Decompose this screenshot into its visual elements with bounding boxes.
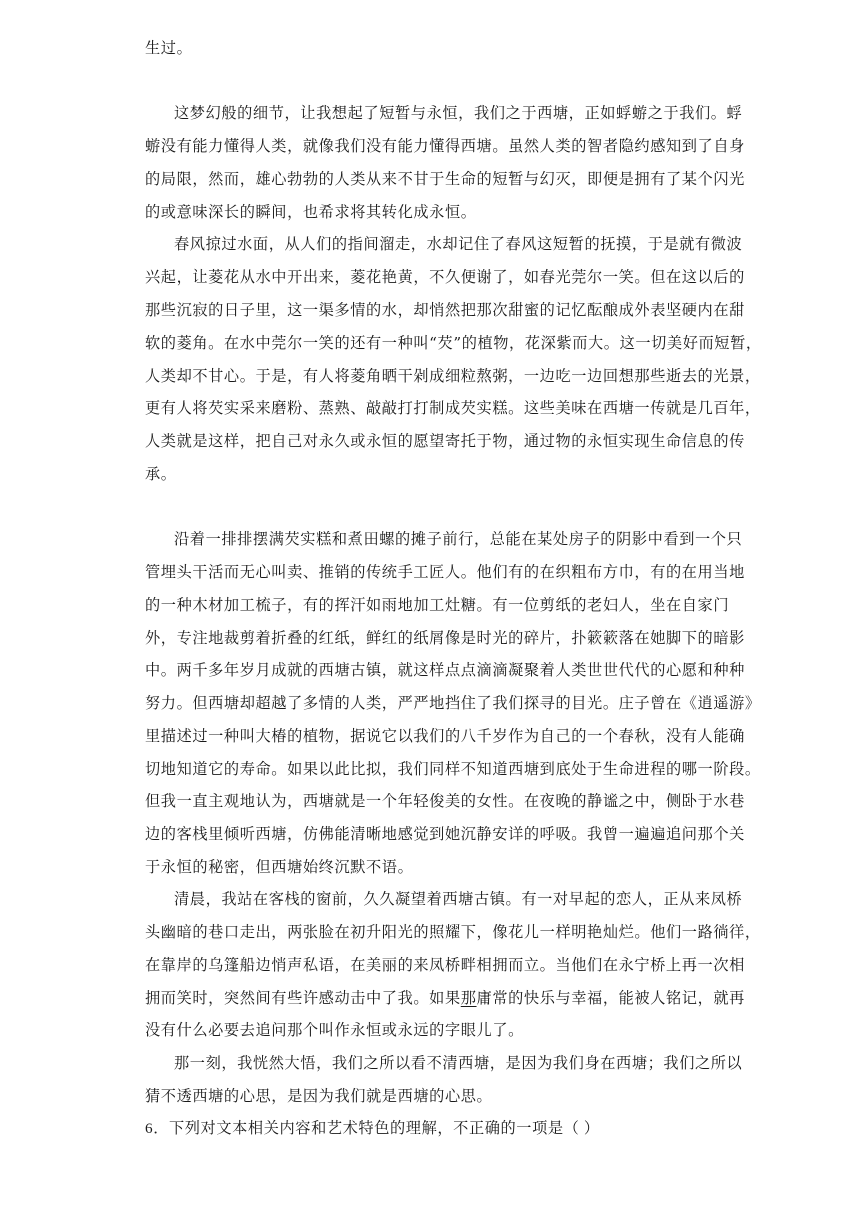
text-line: 努力。但西塘却超越了多情的人类，严严地挡住了我们探寻的目光。庄子曾在《逍遥游》	[145, 694, 761, 712]
text-line: 沿着一排排摆满芡实糕和煮田螺的摊子前行，总能在某处房子的阴影中看到一个只	[174, 530, 743, 548]
text-line: 清晨，我站在客栈的窗前，久久凝望着西塘古镇。有一对早起的恋人，正从来凤桥	[174, 890, 743, 908]
text-line: 人类却不甘心。于是，有人将菱角晒干剁成细粒熬粥，一边吃一边回想那些逝去的光景，	[145, 367, 761, 385]
text-line: 人类就是这样，把自己对永久或永恒的愿望寄托于物，通过物的永恒实现生命信息的传	[145, 432, 745, 450]
text-line: 头幽暗的巷口走出，两张脸在初升阳光的照耀下，像花儿一样明艳灿烂。他们一路徜徉，	[145, 923, 761, 941]
text-line: 生过。	[145, 39, 193, 57]
text-line: 软的菱角。在水中莞尔一笑的还有一种叫“芡”的植物，花深紫而大。这一切美好而短暂，	[145, 334, 762, 352]
text-line: 更有人将芡实采来磨粉、蒸熟、敲敲打打制成芡实糕。这些美味在西塘一传就是几百年，	[145, 399, 761, 417]
underlined-word: 那	[460, 989, 477, 1007]
text-line: 外，专注地裁剪着折叠的红纸，鲜红的纸屑像是时光的碎片，扑簌簌落在她脚下的暗影	[145, 629, 745, 647]
text-line: 的或意味深长的瞬间，也希求将其转化成永恒。	[145, 203, 477, 221]
text-line: 边的客栈里倾听西塘，仿佛能清晰地感觉到她沉静安详的呼吸。我曾一遍遍追问那个关	[145, 825, 745, 843]
text-segment: 庸常的快乐与幸福，能被人铭记，就再	[476, 989, 745, 1007]
text-line: 但我一直主观地认为，西塘就是一个年轻俊美的女性。在夜晚的静谧之中，侧卧于水巷	[145, 792, 745, 810]
text-line: 这梦幻般的细节，让我想起了短暂与永恒，我们之于西塘，正如蜉蝣之于我们。蜉	[174, 104, 743, 122]
text-segment: 拥而笑时，突然间有些许感动击中了我。如果	[145, 989, 461, 1007]
question-6: 6．下列对文本相关内容和艺术特色的理解，不正确的一项是（ ）	[145, 1120, 600, 1137]
text-line: 承。	[145, 465, 177, 483]
text-line: 中。两千多年岁月成就的西塘古镇，就这样点点滴滴凝聚着人类世世代代的心愿和种种	[145, 661, 745, 679]
text-line: 的一种木材加工梳子，有的挥汗如雨地加工灶糖。有一位剪纸的老妇人，坐在自家门	[145, 596, 730, 614]
text-line: 的局限，然而，雄心勃勃的人类从来不甘于生命的短暂与幻灭，即便是拥有了某个闪光	[145, 170, 745, 188]
text-line: 猜不透西塘的心思，是因为我们就是西塘的心思。	[145, 1087, 493, 1105]
text-line: 切地知道它的寿命。如果以此比拟，我们同样不知道西塘到底处于生命进程的哪一阶段。	[145, 760, 761, 778]
text-line: 没有什么必要去追问那个叫作永恒或永远的字眼儿了。	[145, 1021, 524, 1039]
text-line: 春风掠过水面，从人们的指间溜走，水却记住了春风这短暂的抚摸，于是就有微波	[174, 235, 743, 253]
text-line: 蝣没有能力懂得人类，就像我们没有能力懂得西塘。虽然人类的智者隐约感知到了自身	[145, 137, 745, 155]
text-line: 在靠岸的乌篷船边悄声私语，在美丽的来凤桥畔相拥而立。当他们在永宁桥上再一次相	[145, 956, 745, 974]
text-line	[145, 988, 745, 1008]
text-line: 于永恒的秘密，但西塘始终沉默不语。	[145, 858, 414, 876]
text-line: 那些沉寂的日子里，这一渠多情的水，却悄然把那次甜蜜的记忆酝酿成外表坚硬内在甜	[145, 301, 745, 319]
text-line: 里描述过一种叫大椿的植物，据说它以我们的八千岁作为自己的一个春秋，没有人能确	[145, 727, 745, 745]
text-line: 兴起，让菱花从水中开出来，菱花艳黄，不久便谢了，如春光莞尔一笑。但在这以后的	[145, 268, 745, 286]
text-line: 管埋头干活而无心叫卖、推销的传统手工匠人。他们有的在织粗布方巾，有的在用当地	[145, 563, 745, 581]
text-line: 那一刻，我恍然大悟，我们之所以看不清西塘，是因为我们身在西塘；我们之所以	[174, 1054, 743, 1072]
